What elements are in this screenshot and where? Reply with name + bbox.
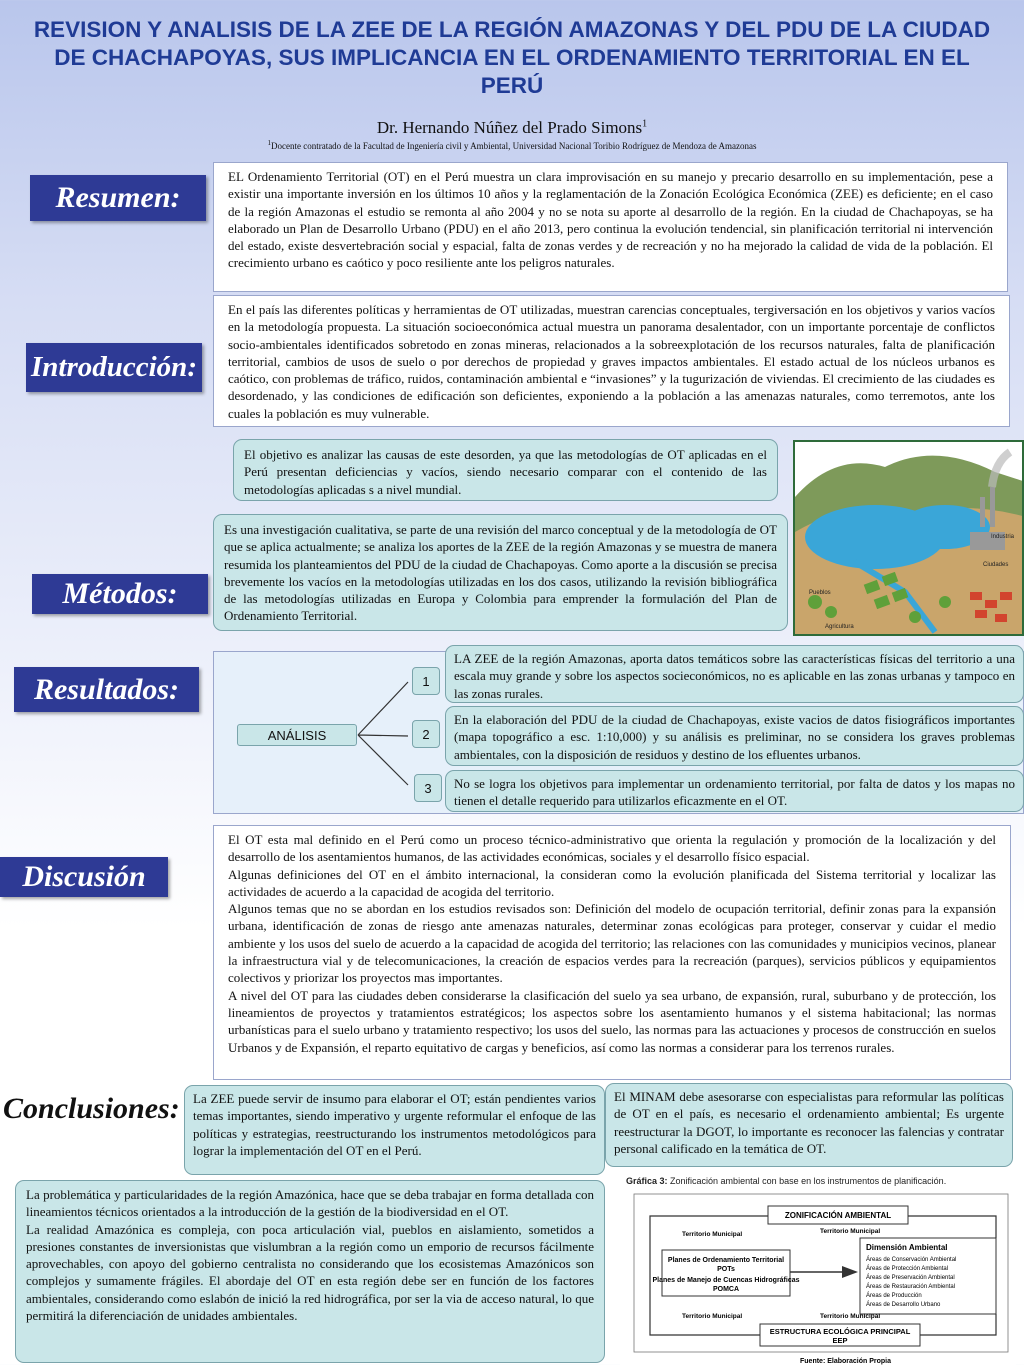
diagram-top-node: ZONIFICACIÓN AMBIENTAL (784, 1211, 892, 1220)
diagram-right-item-5: Áreas de Producción (866, 1293, 922, 1299)
affiliation-superscript: 1 (267, 139, 271, 147)
territorio-municipal-2: Territorio Municipal (820, 1228, 881, 1235)
conclusion-bottom-paragraph-1: La problemática y particularidades de la región Amazónica, hace que se deba trabajar en forma detallada con lineamientos técnicos orientados a la introducción de la gestión de la biodiversidad en el OT. (26, 1187, 594, 1220)
conclusiones-label: Conclusiones: (3, 1092, 180, 1125)
diagram-right-item-2: Áreas de Protección Ambiental (866, 1266, 949, 1272)
analysis-connectors (356, 670, 416, 790)
diagram-left-line-3: Planes de Manejo de Cuencas Hidrográficas (652, 1277, 800, 1284)
diagram-bottom-line-2: EEP (832, 1336, 848, 1345)
conclusion-bottom-paragraph-2: La realidad Amazónica es compleja, con poca articulación vial, pueblos en aislamiento, sometidos a presiones constantes de inversionistas que vislumbran a la región como un emporio de recursos fácilmente aprovechables, con apoyo del gobierno centralista no considerando que los ecosistemas Amazónicos son complejos y sumamente frágiles. El abordaje del OT en esta región debe ser en función de los factores ambientales, considerando como eslabón de inició la red hidrográfica, por ser la via de acceso natural, lo que permitirá la diferenciación de unidades ambientales. (26, 1221, 594, 1324)
discusion-paragraph-3: Algunos temas que no se abordan en los estudios revisados son: Definición del modelo de ocupación territorial, definir zonas para la expansión urbana, identificación de zonas de riesgo ante amenazas naturales, determinar zonas ecológicas para proteger, conservar y cuidar el medio ambiente y los usos del suelo de acuerdo a la capacidad de acogida del territorio; las relaciones con las comunidades y municipios vecinos, planear la infraestructura vial y de telecomunicaciones, la creación de espacios verdes para la recreación (parques), servicios públicos y equipamientos colectivos y priorizar los proyectos mas importantes. (228, 901, 996, 986)
diagram-right-item-6: Áreas de Desarrollo Urbano (866, 1302, 941, 1308)
label-ciudades: Ciudades (983, 562, 1009, 568)
diagram-right-item-1: Áreas de Conservación Ambiental (866, 1257, 957, 1263)
resumen-label: Resumen: (30, 175, 206, 221)
territory-illustration (793, 440, 1024, 636)
discusion-paragraph-1: El OT esta mal definido en el Perú como un proceso técnico-administrativo que orienta la regulación y promoción de la localización y del desarrollo de los asentamientos humanos, de las actividades económicas, sociales y el desarrollo físico espacial. (228, 832, 996, 865)
introduccion-text: En el país las diferentes políticas y herramientas de OT utilizadas, muestran carencias conceptuales, tergiversación en los objetivos y varios vacíos en la metodología propuesta. La situación socioeconómica actual muestra un panorama desalentador, con un importante porcentaje de conflictos socio-ambientales identificados sobretodo en zonas mineras, relacionados a la sobreexplotación de los recursos naturales, falta de planificación territorial, cambios de usos de suelo o por derechos de propiedad y graves impactos ambientales. El estado actual de los núcleos urbanos es caótico, con problemas de tráfico, ruidos, contaminación ambiental e “invasiones” y la tugurización de viviendas. El crecimiento de las ciudades es desordenado, y las condiciones de edificación son deficientes, exponiendo a la población a las amenazas naturales, como terremotos, ante los cuales la población es muy vulnerable. (213, 295, 1010, 427)
conclusion-bottom (15, 1180, 605, 1363)
diagram-caption (626, 1176, 946, 1186)
diagram-caption-bold: Gráfica 3: (626, 1176, 668, 1186)
discusion-paragraph-4: A nivel del OT para las ciudades deben considerarse la clasificación del suelo ya sea urbano, de expansión, rural, suburbano y de protección, los lineamientos de proyectos y tratamientos estratégicos; los aspectos sobre los asentamiento humanos y el sistema habitacional; las normas urbanísticas para el suelo urbano y tratamiento respectivo; los usos del suelo, las normas para las actuaciones y procesos de construcción en suelos Urbanos y de Expansión, el reparto equitativo de cargas y beneficios, así como las normas a considerar para los terrenos rurales. (228, 987, 996, 1055)
discusion-text (213, 825, 1011, 1080)
diagram-source: Fuente: Elaboración Propia (800, 1358, 892, 1365)
author-name: Dr. Hernando Núñez del Prado Simons (376, 118, 643, 137)
discusion-paragraph-2: Algunas definiciones del OT en el ámbito internacional, la consideran como la evolución planificada del Sistema territorial y localizar las actividades de acuerdo a la capacidad de acogida del territorio. (228, 866, 996, 899)
label-industria: Industria (991, 534, 1015, 540)
author-superscript: 1 (642, 118, 648, 130)
diagram-right-item-3: Áreas de Preservación Ambiental (866, 1275, 955, 1281)
affiliation-line (0, 139, 1024, 151)
poster-title: REVISION Y ANALISIS DE LA ZEE DE LA REGIÓN AMAZONAS Y DEL PDU DE LA CIUDAD DE CHACHAPOYAS, SUS IMPLICANCIA EN EL ORDENAMIENTO TERRITORIAL EN EL PERÚ (33, 17, 991, 98)
zonification-diagram (620, 1172, 1016, 1365)
diagram-right-item-4: Áreas de Restauración Ambiental (866, 1284, 956, 1290)
metodos-text: Es una investigación cualitativa, se parte de una revisión del marco conceptual y de la metodología de OT que se aplica actualmente; se analiza los aportes de la ZEE de la región Amazonas y se muestra de manera resumida los planteamientos del PDU de la ciudad de Chachapoyas. Como aporte a la discusión se precisa brevemente los vacíos en la metodologías utilizadas en los dos casos, utilizando la revisión bibliográfica de las metodologías utilizadas en Europa y Colombia para emprender la formulación del Plan de Ordenamiento Territorial. (213, 514, 788, 631)
result-number-1: 1 (412, 667, 440, 695)
diagram-left-line-4: POMCA (712, 1286, 740, 1293)
metodos-label: Métodos: (32, 574, 208, 614)
label-agricultura: Agricultura (825, 624, 854, 630)
diagram-left-line-1: Planes de Ordenamiento Territorial (667, 1257, 785, 1264)
resultados-label: Resultados: (14, 667, 199, 712)
territorio-municipal-1: Territorio Municipal (682, 1231, 743, 1238)
label-pueblos: Pueblos (809, 590, 831, 596)
diagram-caption-text: Zonificación ambiental con base en los instrumentos de planificación. (667, 1176, 947, 1186)
conclusion-right: El MINAM debe asesorarse con especialistas para reformular las políticas de OT en el país, es necesario el ordenamiento ambiental; Es urgente reestructurar la DGOT, lo importante es reconocer las falencias y contratar personal calificado en la temática de OT. (605, 1083, 1013, 1167)
author-line (0, 118, 1024, 138)
territorio-municipal-3: Territorio Municipal (682, 1313, 743, 1320)
result-text-2: En la elaboración del PDU de la ciudad de Chachapoyas, existe vacios de datos fisiográficos importantes (mapa topográfico a esc. 1:10,000) y su análisis es preliminar, no se considera los graves problemas ambientales, con la disposición de residuos y destino de los efluentes urbanos. (445, 706, 1024, 766)
result-text-3: No se logra los objetivos para implementar un ordenamiento territorial, por falta de datos y los mapas no tienen el detalle requerido para utilizarlos eficazmente en el OT. (445, 770, 1024, 812)
introduccion-label: Introducción: (26, 343, 202, 392)
affiliation: Docente contratado de la Facultad de Ingeniería civil y Ambiental, Universidad Nacional Toribio Rodríguez de Mendoza de Amazonas (270, 141, 757, 151)
diagram-right-title: Dimensión Ambiental (866, 1243, 948, 1252)
territorio-municipal-4: Territorio Municipal (820, 1313, 881, 1320)
discusion-label: Discusión (0, 857, 168, 897)
result-text-1: LA ZEE de la región Amazonas, aporta datos temáticos sobre las características físicas del territorio a una escala muy grande y sobre los aspectos socieconómicos, no es aplicable en las zonas urbanas y tampoco en las zonas rurales. (445, 645, 1024, 703)
diagram-left-line-2: POTs (717, 1266, 735, 1273)
diagram-bottom-line-1: ESTRUCTURA ECOLÓGICA PRINCIPAL (769, 1327, 911, 1336)
result-number-3: 3 (414, 774, 442, 802)
resumen-text: EL Ordenamiento Territorial (OT) en el Perú muestra un clara improvisación en su manejo y precario desarrollo en su implementación, pese a existir una importante inversión en los últimos 10 años y la reglamentación de la Zonación Ecológica Económica (ZEE) es deficiente; en el caso de la región Amazonas el estudio se remonta al año 2004 y no se nota su aporte al desarrollo de la región. En la ciudad de Chachapoyas, se ha elaborado un Plan de Desarrollo Urbano (PDU) en el año 2013, pero continua la evolución tendencial, sin planificación territorial ni intervención del estado, existe desvertebración social y espacial, falta de zonas verdes y de recreación y no ha mejorado la calidad de vida de la población. El crecimiento urbano es caótico y poco resiliente ante los peligros naturales. (213, 162, 1008, 292)
objetivo-text: El objetivo es analizar las causas de este desorden, ya que las metodologías de OT aplicadas en el Perú presentan deficiencias y vacíos, siendo necesario comparar con el contenido de las metodologías aplicadas s a nivel mundial. (233, 439, 778, 501)
analisis-node: ANÁLISIS (237, 724, 357, 746)
result-number-2: 2 (412, 720, 440, 748)
conclusion-left: La ZEE puede servir de insumo para elaborar el OT; están pendientes varios temas importantes, siendo imperativo y urgente reformular el enfoque de las políticas y estrategias, reestructurando los instrumentos metodológicos para lograr la implementación del OT en el Perú. (184, 1085, 605, 1175)
